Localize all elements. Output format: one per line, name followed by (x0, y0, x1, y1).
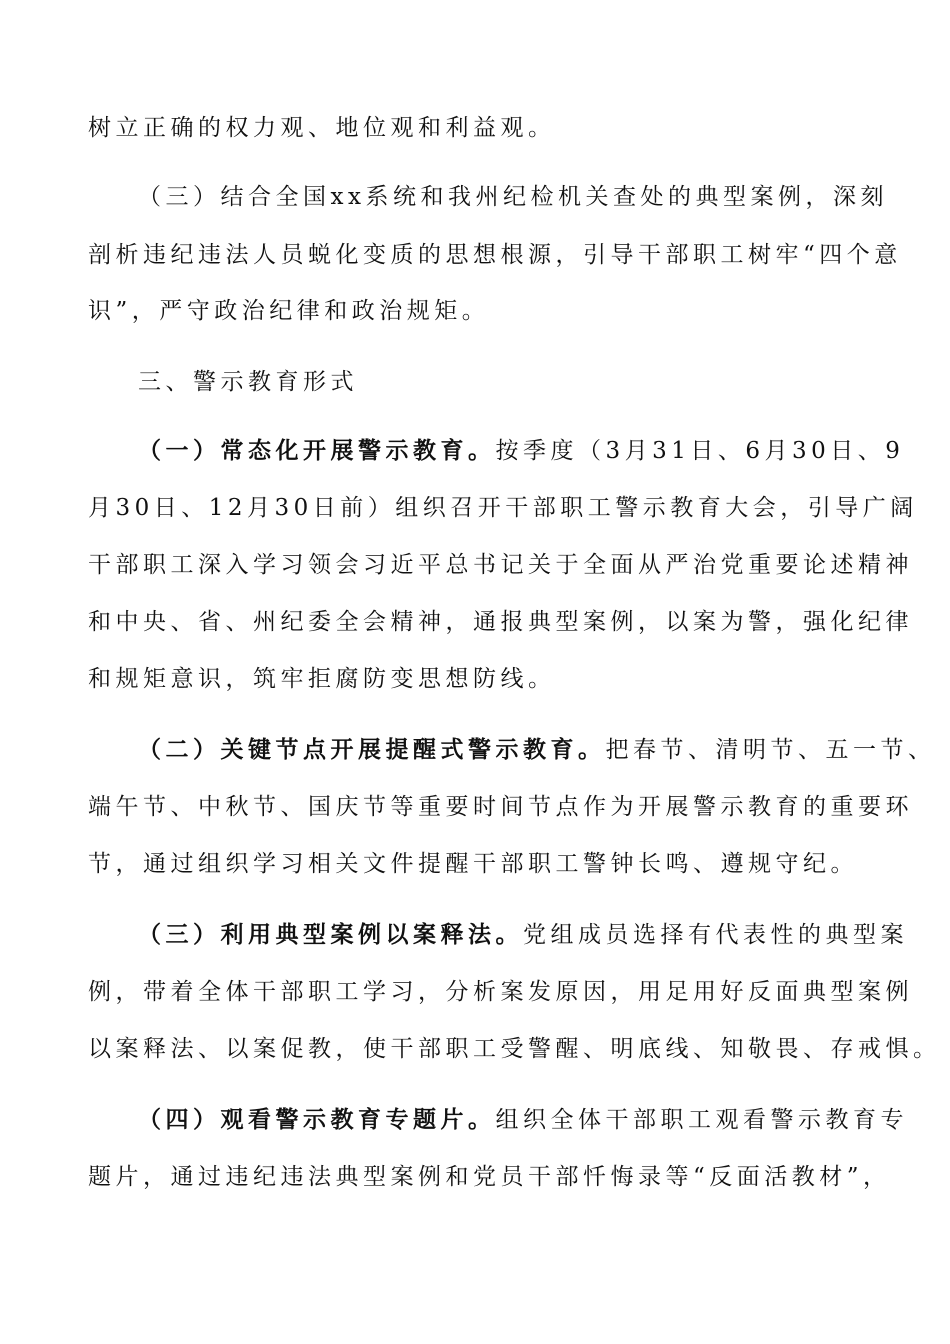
line-text: （三）结合全国xx系统和我州纪检机关查处的典型案例，深刻 (138, 184, 888, 210)
line-text: 党组成员选择有代表性的典型案 (523, 922, 908, 948)
paragraph-line (88, 240, 902, 270)
paragraph-line (88, 607, 913, 637)
line-text: 识”，严守政治纪律和政治规矩。 (88, 298, 490, 324)
line-text: 按季度（3月31日、6月30日、9 (495, 438, 905, 464)
section-heading (138, 367, 928, 397)
subheading-bold: （三）利用典型案例以案释法。 (138, 921, 523, 948)
paragraph-line (88, 550, 913, 580)
line-text: 剖析违纪违法人员蜕化变质的思想根源，引导干部职工树牢“四个意 (88, 242, 902, 268)
line-text: 题片，通过违纪违法典型案例和党员干部忏悔录等“反面活教材”， (88, 1164, 891, 1190)
paragraph-line (88, 977, 913, 1007)
line-text: 和中央、省、州纪委全会精神，通报典型案例，以案为警，强化纪律 (88, 609, 913, 635)
paragraph-line (138, 182, 928, 212)
line-text: 把春节、清明节、五一节、 (605, 737, 936, 763)
line-text: 和规矩意识，筑牢拒腐防变思想防线。 (88, 666, 556, 692)
paragraph-line (138, 920, 928, 950)
paragraph-line (88, 792, 913, 822)
heading-text: 三、警示教育形式 (138, 369, 358, 395)
paragraph-line (88, 664, 878, 694)
paragraph-line (88, 296, 878, 326)
paragraph-line (88, 1162, 891, 1192)
paragraph-line (138, 1105, 928, 1135)
paragraph-line (138, 436, 928, 466)
paragraph-line (88, 849, 878, 879)
paragraph-line (138, 735, 936, 765)
line-text: 组织全体干部职工观看警示教育专 (495, 1107, 908, 1133)
line-text: 月30日、12月30日前）组织召开干部职工警示教育大会，引导广阔 (88, 495, 918, 521)
subheading-bold: （四）观看警示教育专题片。 (138, 1106, 496, 1133)
line-text: 节，通过组织学习相关文件提醒干部职工警钟长鸣、遵规守纪。 (88, 851, 858, 877)
paragraph-line (88, 113, 878, 143)
line-text: 干部职工深入学习领会习近平总书记关于全面从严治党重要论述精神 (88, 552, 913, 578)
line-text: 端午节、中秋节、国庆节等重要时间节点作为开展警示教育的重要环 (88, 794, 913, 820)
paragraph-line (88, 1034, 941, 1064)
line-text: 以案释法、以案促教，使干部职工受警醒、明底线、知敬畏、存戒惧。 (88, 1036, 941, 1062)
line-text: 树立正确的权力观、地位观和利益观。 (88, 115, 556, 141)
paragraph-line (88, 493, 918, 523)
subheading-bold: （一）常态化开展警示教育。 (138, 437, 496, 464)
subheading-bold: （二）关键节点开展提醒式警示教育。 (138, 736, 606, 763)
line-text: 例，带着全体干部职工学习，分析案发原因，用足用好反面典型案例 (88, 979, 913, 1005)
